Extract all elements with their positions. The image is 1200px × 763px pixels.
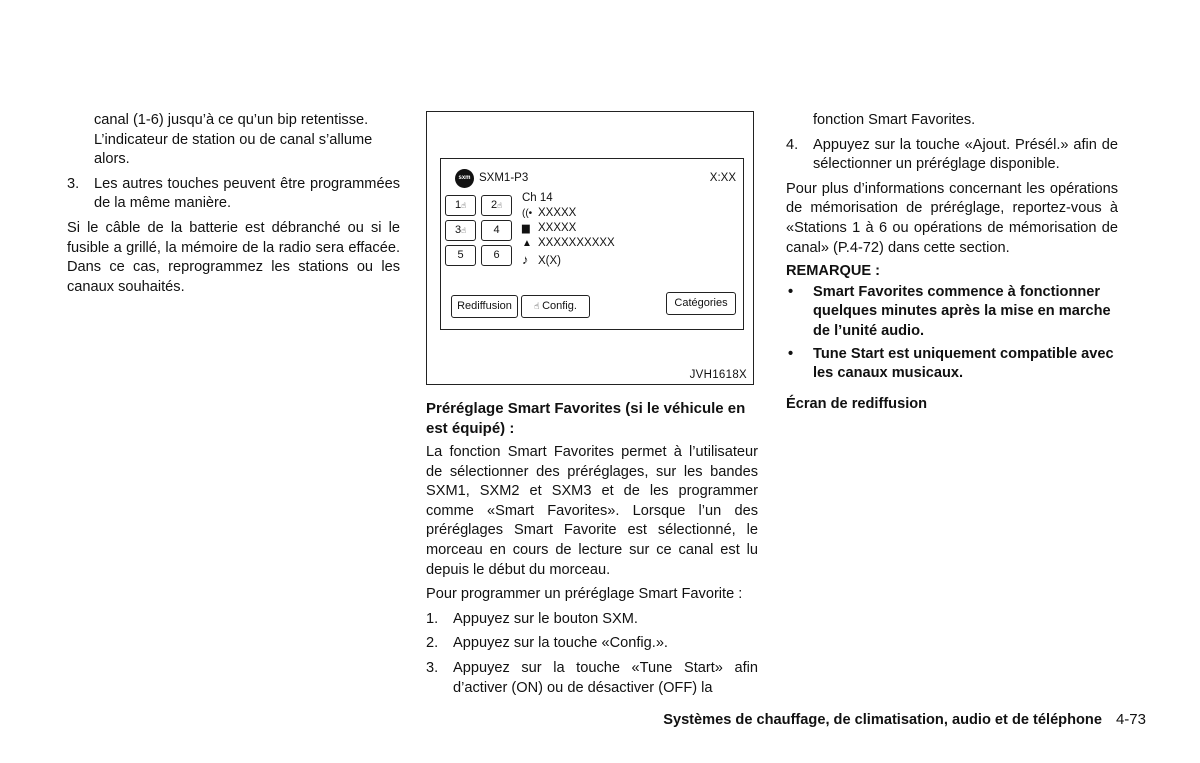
step-text: Appuyez sur la touche «Ajout. Présél.» afin de sélectionner un préréglage disponible. xyxy=(813,136,1118,173)
hand-icon: ☝ xyxy=(461,201,466,210)
info-text: XXXXXXXXXX xyxy=(538,237,615,249)
chapter-title: Systèmes de chauffage, de climatisation, audio et de téléphone xyxy=(663,712,1102,728)
info-row xyxy=(522,237,615,250)
step-2 xyxy=(426,634,758,654)
info-row xyxy=(522,222,576,235)
subsection-heading: Écran de rediffusion xyxy=(786,395,928,412)
hand-icon: ☝ xyxy=(497,201,502,210)
hand-icon: ☝ xyxy=(534,301,543,311)
step-number: 2. xyxy=(426,635,439,652)
continuation-line: canal (1-6) jusqu’à ce qu’un bip retentisse. xyxy=(94,112,369,128)
step-text: Les autres touches peuvent être programmées de la même manière. xyxy=(94,175,400,212)
intro-paragraph: La fonction Smart Favorites permet à l’utilisateur de sélectionner des préréglages, sur les bandes SXM1, SXM2 et SXM3 et de les programmer comme «Smart Favorites». Lorsque l’un des préréglages Smart Favorite est sélectionné, le morceau en cours de lecture sur ce canal est lu depuis le début du morceau. xyxy=(426,444,758,578)
remark-bullet xyxy=(786,283,1118,342)
middle-column xyxy=(426,399,758,698)
radio-display xyxy=(440,158,744,330)
info-row xyxy=(522,253,561,268)
page-footer xyxy=(663,710,1146,730)
replay-button[interactable]: Rediffusion xyxy=(451,295,518,318)
preset-button-5[interactable] xyxy=(445,245,476,266)
sxm-logo: sxm xyxy=(455,169,474,188)
info-row xyxy=(522,207,576,220)
preset-number: 1 xyxy=(455,199,462,211)
page-number: 4-73 xyxy=(1115,711,1146,728)
left-column xyxy=(67,111,400,297)
preset-number: 2 xyxy=(491,199,498,211)
step-number: 4. xyxy=(786,136,799,153)
person-icon: ▲ xyxy=(522,238,532,249)
folder-icon: ▆ xyxy=(522,223,530,234)
figure-code: JVH1618X xyxy=(689,369,747,381)
step-continuation xyxy=(67,111,400,170)
preset-number: 3 xyxy=(455,224,462,236)
reference-paragraph: Pour plus d’informations concernant les opérations de mémorisation de préréglage, reportez-vous à «Stations 1 à 6 ou opérations de mémorisation de canal» (P.4-72) dans cette section. xyxy=(786,180,1118,256)
step-text: Appuyez sur la touche «Tune Start» afin d’activer (ON) ou de désactiver (OFF) la xyxy=(453,659,758,696)
preset-button-3[interactable] xyxy=(445,220,476,241)
right-column xyxy=(786,111,1118,414)
section-heading: Préréglage Smart Favorites (si le véhicule en est équipé) : xyxy=(426,400,746,437)
bullet-text: Tune Start est uniquement compatible avec les canaux musicaux. xyxy=(813,345,1114,382)
info-text: XXXXX xyxy=(538,222,577,234)
bullet-text: Smart Favorites commence à fonctionner quelques minutes après la mise en marche de l’unité audio. xyxy=(813,283,1111,339)
step-4 xyxy=(786,136,1118,175)
preset-number: 6 xyxy=(493,249,500,261)
bullet-icon: • xyxy=(788,345,794,362)
step-1 xyxy=(426,610,758,630)
preset-button-1[interactable] xyxy=(445,195,476,216)
hand-icon: ☝ xyxy=(461,226,466,235)
preset-button-2[interactable] xyxy=(481,195,512,216)
bullet-icon: • xyxy=(788,283,794,300)
config-label: Config. xyxy=(542,300,577,312)
step-continuation: fonction Smart Favorites. xyxy=(813,112,976,128)
preset-number: 5 xyxy=(457,249,464,261)
step-text: Appuyez sur la touche «Config.». xyxy=(453,635,668,652)
procedure-intro: Pour programmer un préréglage Smart Favorite : xyxy=(426,586,743,603)
preset-button-4[interactable] xyxy=(481,220,512,241)
preset-number: 4 xyxy=(493,224,500,236)
step-number: 3. xyxy=(426,659,439,676)
step-3 xyxy=(426,659,758,698)
preset-button-6[interactable] xyxy=(481,245,512,266)
info-text: X(X) xyxy=(538,255,561,267)
info-text: XXXXX xyxy=(538,207,577,219)
radio-screen-figure xyxy=(426,111,754,385)
categories-button[interactable]: Catégories xyxy=(666,292,736,315)
continuation-line: L’indicateur de station ou de canal s’allume alors. xyxy=(94,131,373,168)
channel-number: Ch 14 xyxy=(522,192,553,204)
broadcast-icon: ((• xyxy=(522,208,533,219)
step-number: 1. xyxy=(426,610,439,627)
remark-label: REMARQUE : xyxy=(786,263,881,280)
step-number: 3. xyxy=(67,175,80,192)
step-text: Appuyez sur le bouton SXM. xyxy=(453,610,638,627)
music-note-icon: ♪ xyxy=(522,252,529,267)
band-label: SXM1-P3 xyxy=(479,172,529,184)
step-3 xyxy=(67,175,400,214)
clock: X:XX xyxy=(709,172,736,184)
battery-paragraph: Si le câble de la batterie est débranché ou si le fusible a grillé, la mémoire de la radio sera effacée. Dans ce cas, reprogrammez les stations ou les canaux souhaités. xyxy=(67,219,400,295)
config-button[interactable] xyxy=(521,295,590,318)
remark-bullet xyxy=(786,345,1118,384)
